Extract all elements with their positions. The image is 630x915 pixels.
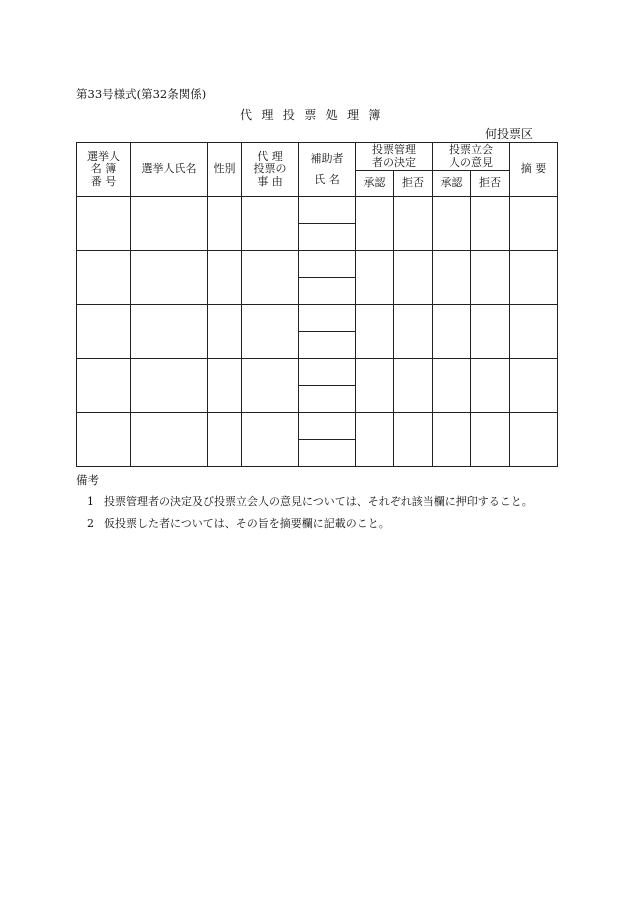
reason-cell[interactable] xyxy=(242,197,299,251)
form-label: 第33号様式(第32条関係) xyxy=(76,87,207,101)
reason-cell[interactable] xyxy=(242,413,299,467)
header-gender: 性別 xyxy=(208,143,242,197)
registry-number-cell[interactable] xyxy=(77,359,131,413)
header-registry-number xyxy=(77,143,131,197)
header-remarks: 摘 要 xyxy=(510,143,558,197)
header-line: 氏 名 xyxy=(314,172,340,186)
remarks-cell[interactable] xyxy=(510,197,558,251)
note-text: 仮投票した者については、その旨を摘要欄に記載のこと。 xyxy=(104,517,390,530)
witness-reject-cell[interactable] xyxy=(471,359,510,413)
witness-approve-cell[interactable] xyxy=(433,197,471,251)
gender-cell[interactable] xyxy=(208,251,242,305)
proxy-vote-table xyxy=(76,142,558,467)
witness-approve-cell[interactable] xyxy=(433,413,471,467)
table-row xyxy=(77,413,558,440)
notes-title: 備考 xyxy=(76,473,99,487)
header-manager-decision xyxy=(356,143,433,171)
remarks-cell[interactable] xyxy=(510,413,558,467)
remarks-cell[interactable] xyxy=(510,305,558,359)
assistant-name-cell[interactable] xyxy=(299,332,356,359)
note-item xyxy=(87,496,533,507)
assistant-name-cell[interactable] xyxy=(299,278,356,305)
voter-name-cell[interactable] xyxy=(131,197,208,251)
note-number: 1 xyxy=(87,495,94,508)
manager-approve-cell[interactable] xyxy=(356,305,394,359)
gender-cell[interactable] xyxy=(208,413,242,467)
header-manager-approve: 承認 xyxy=(356,171,394,197)
witness-reject-cell[interactable] xyxy=(471,251,510,305)
header-proxy-reason xyxy=(242,143,299,197)
header-witness-reject: 拒否 xyxy=(471,171,510,197)
header-line: 投票の xyxy=(253,162,287,176)
header-line: 投票立会 xyxy=(449,143,493,157)
note-number: 2 xyxy=(87,517,94,530)
reason-cell[interactable] xyxy=(242,359,299,413)
manager-reject-cell[interactable] xyxy=(394,359,433,413)
registry-number-cell[interactable] xyxy=(77,413,131,467)
header-assistant-name xyxy=(299,143,356,197)
manager-reject-cell[interactable] xyxy=(394,251,433,305)
table-row xyxy=(77,197,558,224)
manager-reject-cell[interactable] xyxy=(394,197,433,251)
assistant-name-cell[interactable] xyxy=(299,224,356,251)
voter-name-cell[interactable] xyxy=(131,413,208,467)
header-line: 人の意見 xyxy=(449,155,493,169)
header-line: 代 理 xyxy=(257,150,283,164)
header-row-1 xyxy=(77,143,558,171)
manager-reject-cell[interactable] xyxy=(394,413,433,467)
header-witness-opinion xyxy=(433,143,510,171)
header-line: 名 簿 xyxy=(90,162,117,176)
voter-name-cell[interactable] xyxy=(131,305,208,359)
assistant-name-cell[interactable] xyxy=(299,197,356,224)
header-witness-approve: 承認 xyxy=(433,171,471,197)
witness-reject-cell[interactable] xyxy=(471,305,510,359)
manager-approve-cell[interactable] xyxy=(356,197,394,251)
remarks-cell[interactable] xyxy=(510,251,558,305)
assistant-name-cell[interactable] xyxy=(299,413,356,440)
manager-approve-cell[interactable] xyxy=(356,413,394,467)
assistant-name-cell[interactable] xyxy=(299,359,356,386)
witness-approve-cell[interactable] xyxy=(433,359,471,413)
gender-cell[interactable] xyxy=(208,305,242,359)
reason-cell[interactable] xyxy=(242,251,299,305)
header-line: 選挙人 xyxy=(87,150,120,164)
manager-approve-cell[interactable] xyxy=(356,359,394,413)
header-manager-reject: 拒否 xyxy=(394,171,433,197)
header-voter-name: 選挙人氏名 xyxy=(131,143,208,197)
district-label: 何投票区 xyxy=(485,127,534,141)
witness-approve-cell[interactable] xyxy=(433,251,471,305)
witness-reject-cell[interactable] xyxy=(471,197,510,251)
registry-number-cell[interactable] xyxy=(77,197,131,251)
note-item xyxy=(87,518,390,529)
header-line: 投票管理 xyxy=(372,143,416,157)
witness-approve-cell[interactable] xyxy=(433,305,471,359)
manager-approve-cell[interactable] xyxy=(356,251,394,305)
assistant-name-cell[interactable] xyxy=(299,251,356,278)
registry-number-cell[interactable] xyxy=(77,305,131,359)
registry-number-cell[interactable] xyxy=(77,251,131,305)
header-line: 番 号 xyxy=(90,174,117,188)
gender-cell[interactable] xyxy=(208,359,242,413)
reason-cell[interactable] xyxy=(242,305,299,359)
witness-reject-cell[interactable] xyxy=(471,413,510,467)
assistant-name-cell[interactable] xyxy=(299,440,356,467)
voter-name-cell[interactable] xyxy=(131,251,208,305)
header-line: 事 由 xyxy=(257,174,283,188)
manager-reject-cell[interactable] xyxy=(394,305,433,359)
assistant-name-cell[interactable] xyxy=(299,386,356,413)
table-row xyxy=(77,251,558,278)
voter-name-cell[interactable] xyxy=(131,359,208,413)
page-title: 代理投票処理簿 xyxy=(240,108,390,122)
table-row xyxy=(77,359,558,386)
note-text: 投票管理者の決定及び投票立会人の意見については、それぞれ該当欄に押印すること。 xyxy=(104,495,533,508)
table-row xyxy=(77,305,558,332)
remarks-cell[interactable] xyxy=(510,359,558,413)
gender-cell[interactable] xyxy=(208,197,242,251)
header-line: 補助者 xyxy=(310,152,344,166)
assistant-name-cell[interactable] xyxy=(299,305,356,332)
header-line: 者の決定 xyxy=(372,155,416,169)
